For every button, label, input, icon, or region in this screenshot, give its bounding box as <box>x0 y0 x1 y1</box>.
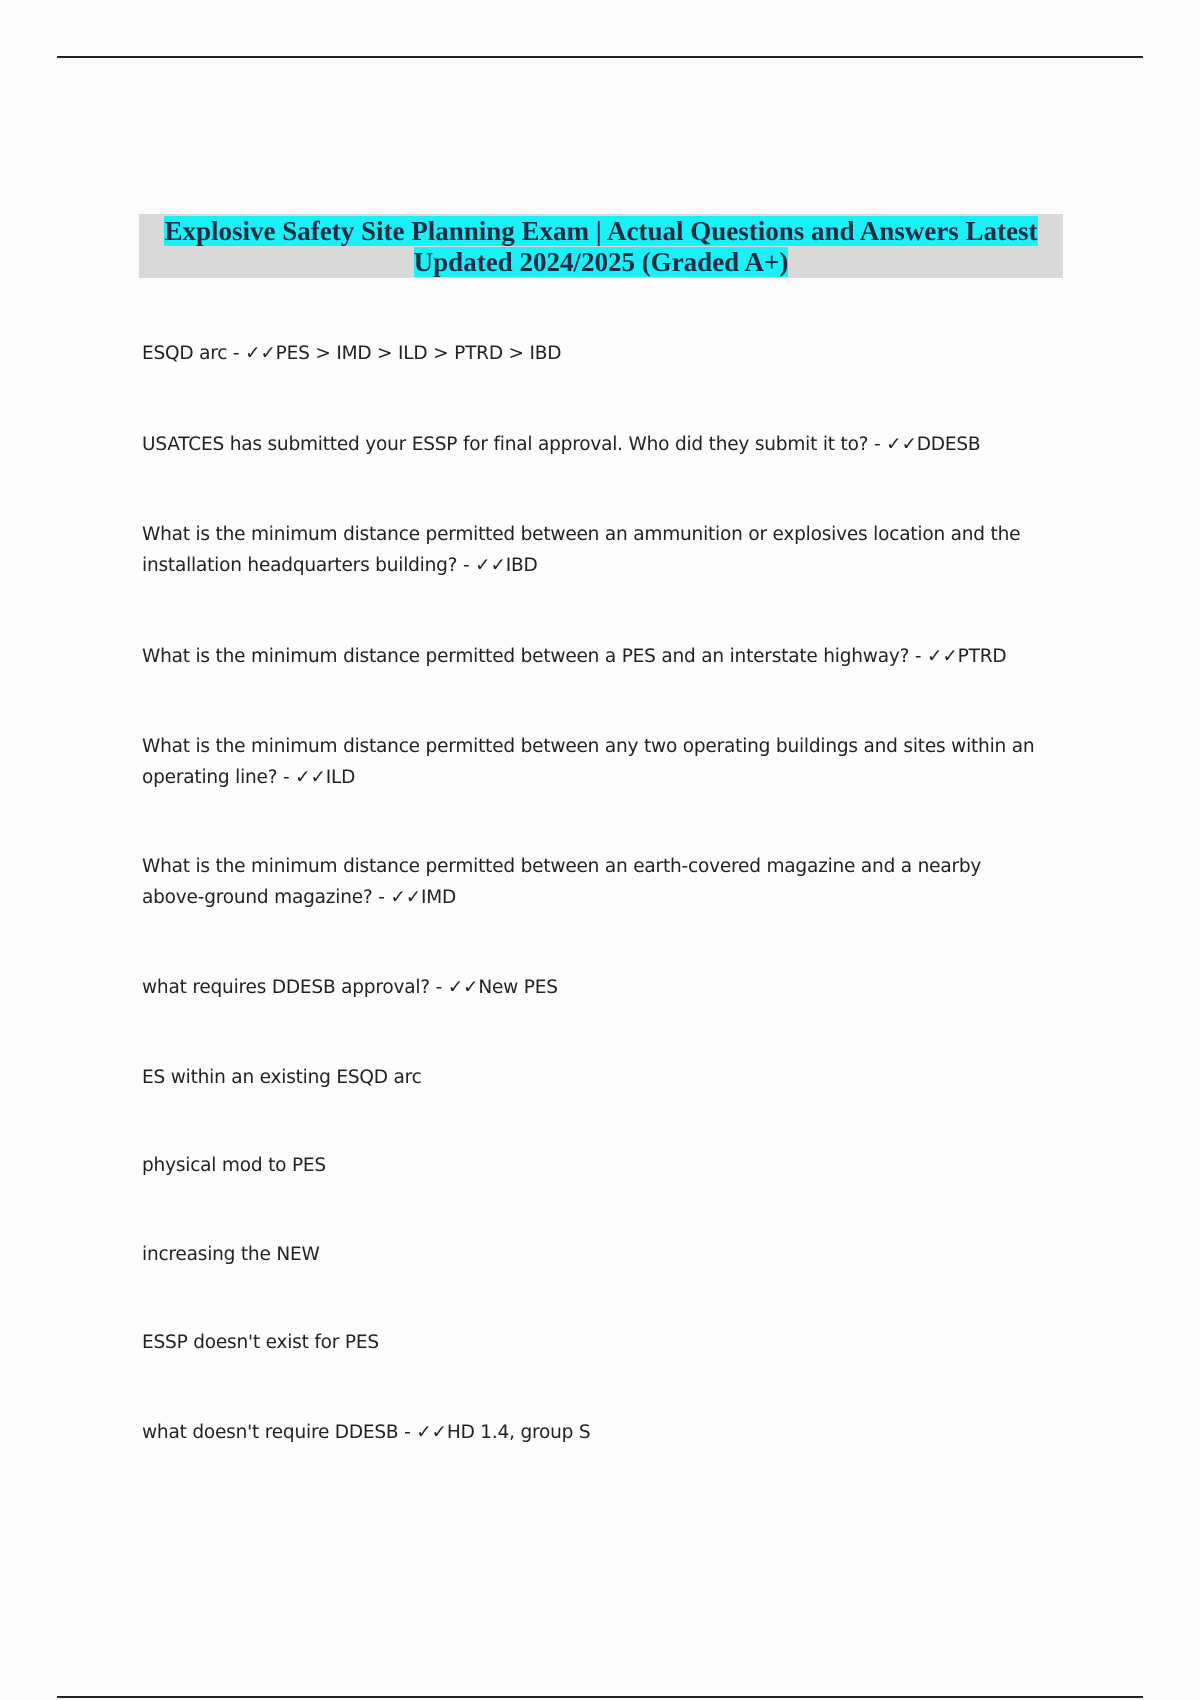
bottom-rule <box>57 1696 1143 1698</box>
title-band <box>139 214 1063 278</box>
qa-item: What is the minimum distance permitted between a PES and an interstate highway? - ✓✓PTRD <box>142 646 1007 667</box>
top-rule <box>57 56 1143 58</box>
qa-item: ESQD arc - ✓✓PES > IMD > ILD > PTRD > IBD <box>142 343 562 364</box>
qa-item: what requires DDESB approval? - ✓✓New PES <box>142 977 558 998</box>
qa-item: What is the minimum distance permitted between any two operating buildings and sites within an operating line? - ✓✓ILD <box>142 736 1035 788</box>
qa-item: increasing the NEW <box>142 1244 320 1265</box>
qa-item: ES within an existing ESQD arc <box>142 1067 422 1088</box>
document-title: Explosive Safety Site Planning Exam | Actual Questions and Answers Latest Updated 2024/2025 (Graded A+) <box>164 216 1038 277</box>
qa-item: USATCES has submitted your ESSP for final approval. Who did they submit it to? - ✓✓DDESB <box>142 434 981 455</box>
qa-item: physical mod to PES <box>142 1155 326 1176</box>
qa-item: what doesn't require DDESB - ✓✓HD 1.4, group S <box>142 1422 591 1443</box>
qa-item: What is the minimum distance permitted between an ammunition or explosives location and the installation headquarters building? - ✓✓IBD <box>142 524 1021 576</box>
qa-item: ESSP doesn't exist for PES <box>142 1332 379 1353</box>
qa-item: What is the minimum distance permitted between an earth-covered magazine and a nearby above-ground magazine? - ✓✓IMD <box>142 856 982 908</box>
